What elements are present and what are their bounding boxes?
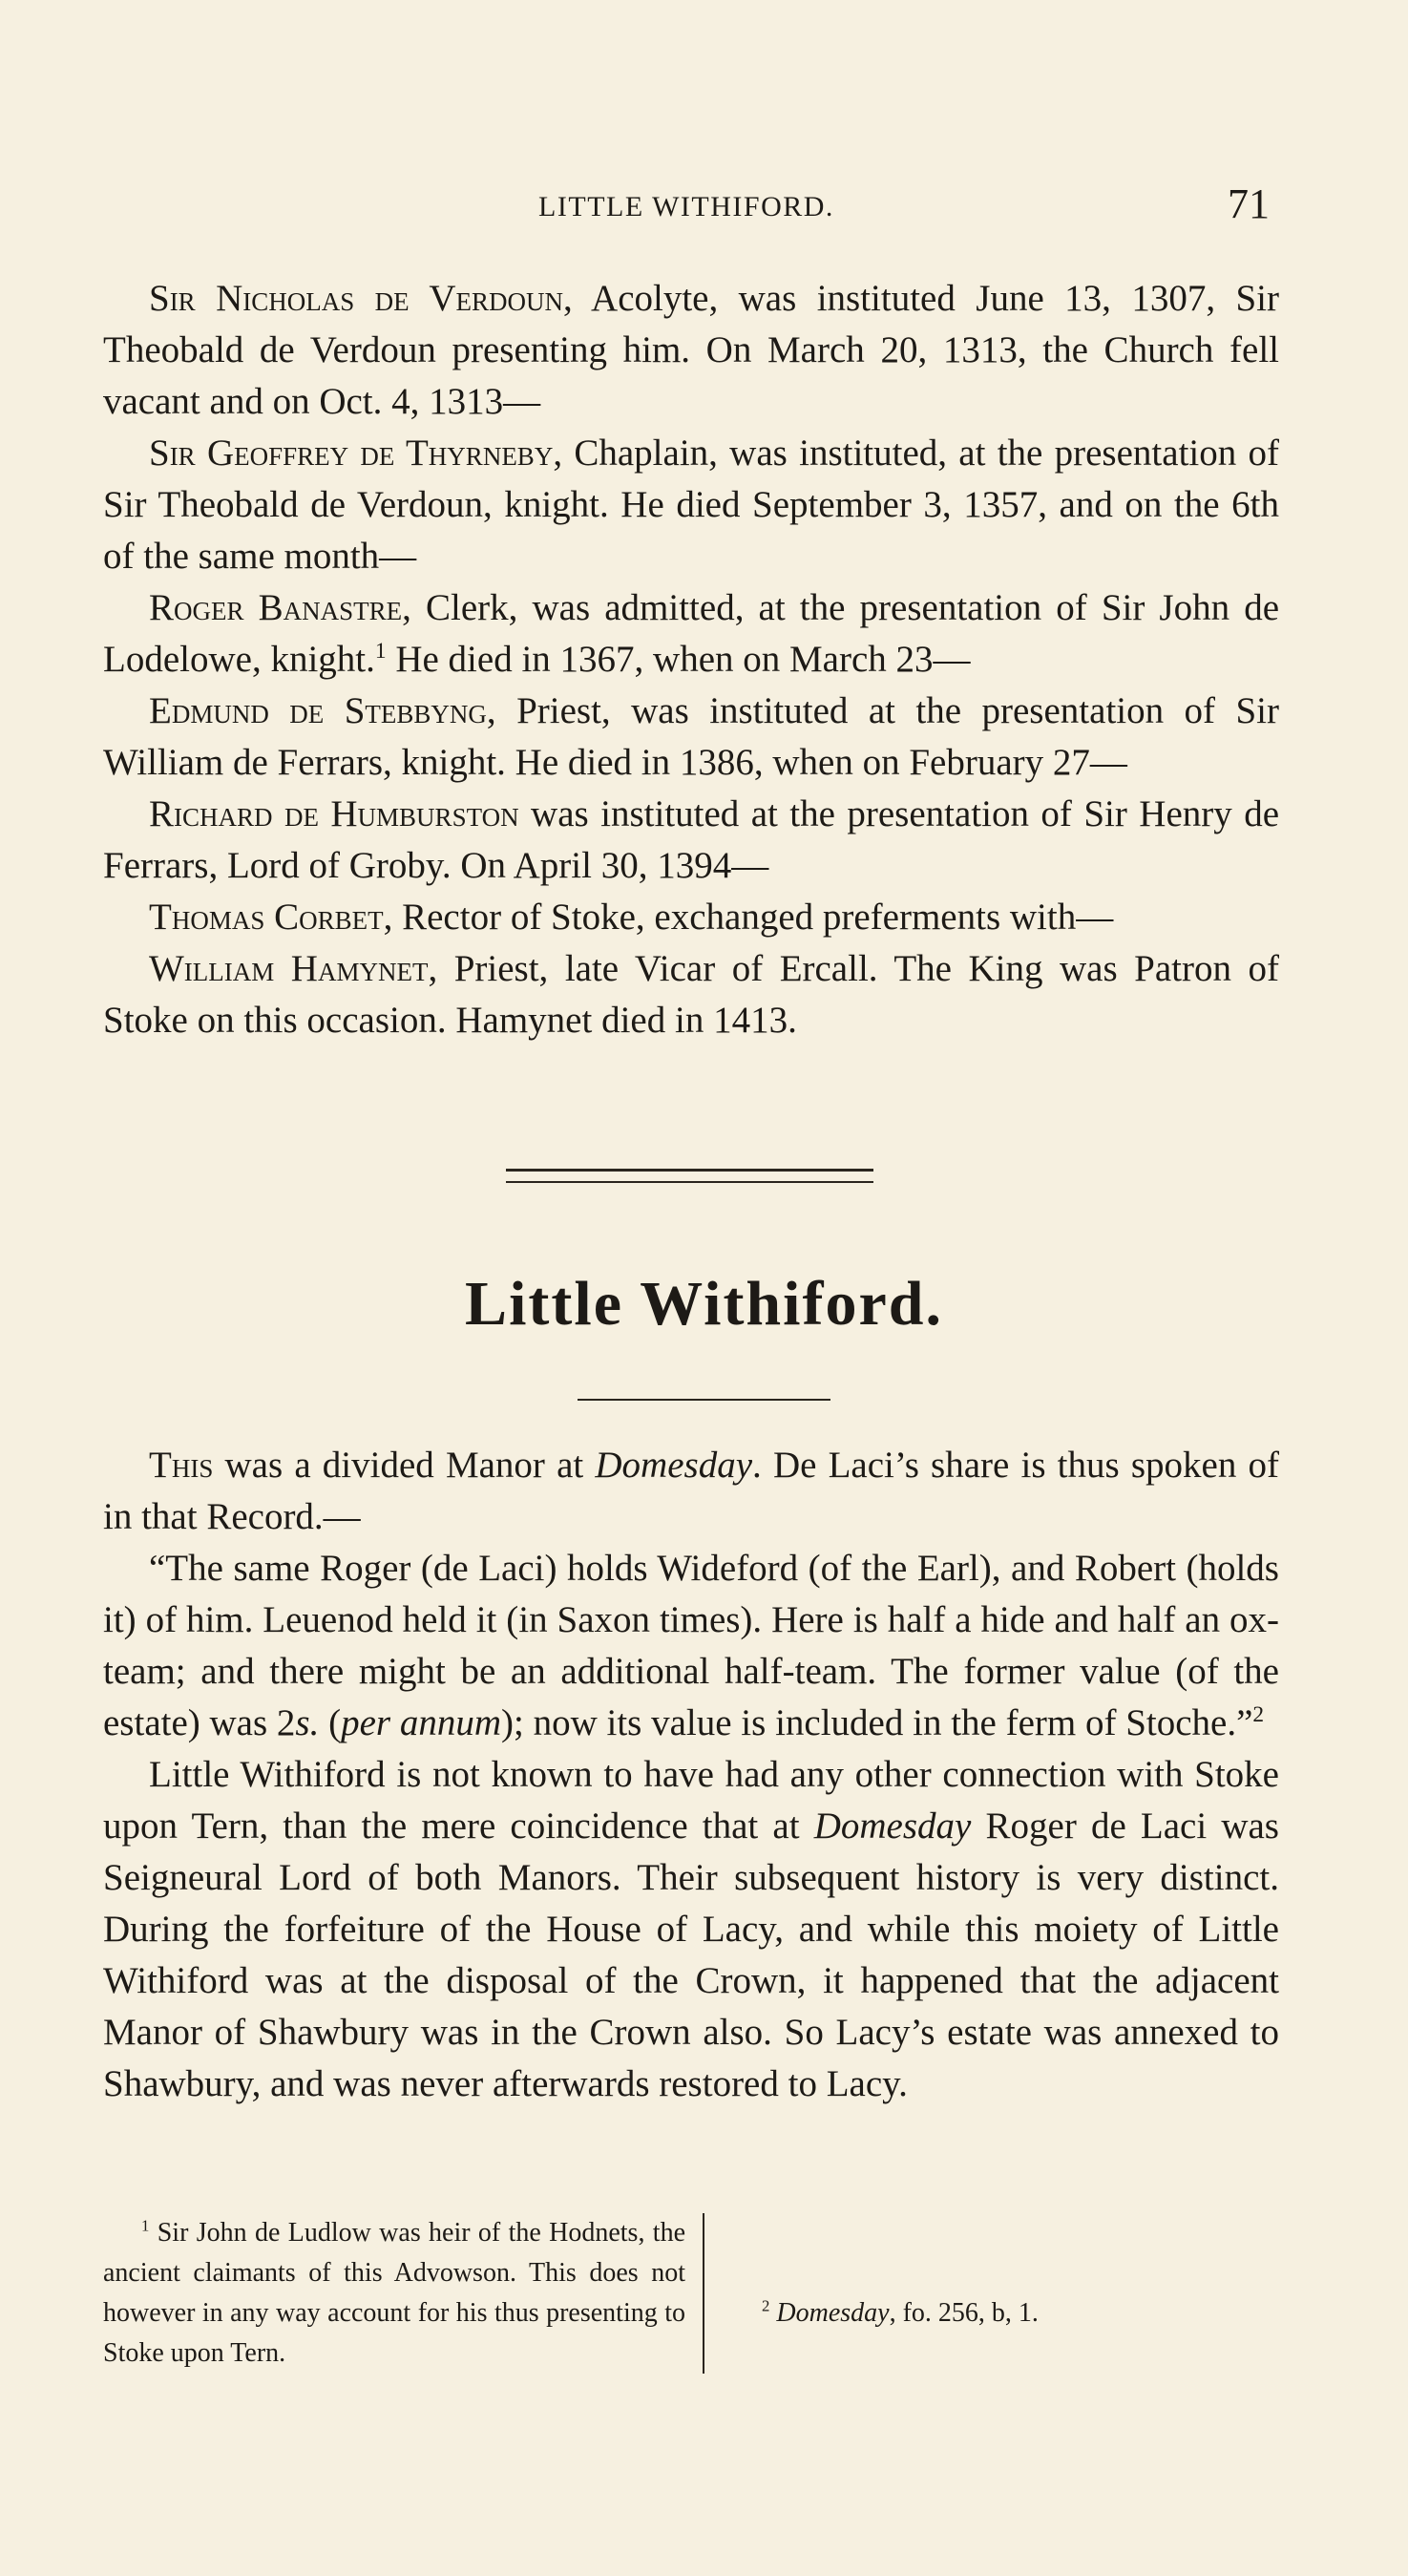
rector-text: was instituted at the presentation of Sir Henry de Ferrars, Lord of Groby. On April 30, 1394— [103,793,1279,886]
quotation [103,1543,1279,1749]
footnotes [103,2213,1279,2368]
footnote-2 [724,2213,1277,2333]
section-body [103,1440,1279,2110]
rector-name: Richard de Humburston [149,793,519,834]
rector-name: William Hamynet, [149,948,438,989]
footnote-text: , fo. 256, b, 1. [889,2298,1039,2328]
rector-list [103,273,1279,1046]
italic-text: Domesday [595,1445,753,1486]
italic-text: Domesday [813,1805,972,1847]
page-number: 71 [1228,180,1270,227]
paragraph-text: . De Laci’s share is thus spoken of in that Record.— [103,1445,1279,1537]
rector-name: Sir Nicholas de Verdoun, [149,278,573,319]
rector-name: Edmund de Stebbyng, [149,690,496,731]
footnote-mark: 1 [141,2216,150,2235]
rector-text: Acolyte, was instituted June 13, 1307, Sir Theobald de Verdoun presenting him. On March 20, 1313, the Church fell vacant and on Oct. 4, 1313— [103,278,1279,422]
paragraph-text: “The same Roger (de Laci) holds Wideford (of the Earl), and Robert (holds it) of him. Leuenod held it (in Saxon times). Here is half a hide and half an ox-team; and there might be an additional half-team. The former value (of the estate) was 2 [103,1548,1279,1743]
running-head [103,179,1270,231]
paragraph-text: Roger de Laci was Seigneural Lord of both Manors. Their subsequent history is very distinct. During the forfeiture of the House of Lacy, and while this moiety of Little Withiford was at the disposal of the Crown, it happened that the adjacent Manor of Shawbury was in the Crown also. So Lacy’s estate was annexed to Shawbury, and was never afterwards restored to Lacy. [103,1805,1279,2104]
footnote-mark: 2 [762,2296,770,2315]
rector-entry [103,943,1279,1046]
footnote-1 [103,2213,704,2374]
rector-text: Chaplain, was instituted, at the presentation of Sir Theobald de Verdoun, knight. He died September 3, 1357, and on the 6th of the same month— [103,433,1280,577]
paragraph-text: was a divided Manor at [213,1445,596,1486]
paragraph [103,1749,1279,2110]
paragraph-text: ); now its value is included in the ferm of Stoche.” [501,1702,1253,1743]
rector-text: Priest, was instituted at the presentation of Sir William de Ferrars, knight. He died in 1386, when on February 27— [103,690,1280,783]
footnote-ref: 1 [374,639,387,664]
rector-name: Sir Geoffrey de Thyrneby, [149,433,563,474]
rector-name: Thomas Corbet, [149,897,393,938]
rector-entry [103,686,1279,789]
rector-text: He died in 1367, when on March 23— [386,639,971,680]
section-divider [506,1169,873,1183]
rector-name: Roger Banastre, [149,587,411,628]
section-heading: Little Withiford. [465,1269,943,1339]
lead-word: This [149,1445,214,1486]
rector-entry [103,428,1279,582]
footnote-text: Sir John de Ludlow was heir of the Hodnets, the ancient claimants of this Advowson. This does not however in any way account for his thus presenting to Stoke upon Tern. [103,2218,685,2368]
italic-text: per annum [341,1702,502,1743]
italic-text: s. [295,1702,320,1743]
italic-text: Domesday [776,2298,890,2328]
rector-entry [103,273,1279,428]
paragraph-text: Little Withiford is not known to have had any other connection with Stoke upon Tern, than the mere coincidence that at [103,1754,1279,1847]
rector-text: Clerk, was admitted, at the presentation of Sir John de Lodelowe, knight. [103,587,1280,680]
rector-entry [103,582,1279,686]
rector-text: Priest, late Vicar of Ercall. The King was Patron of Stoke on this occasion. Hamynet died in 1413. [103,948,1279,1041]
running-title: LITTLE WITHIFORD. [538,191,834,222]
heading-rule [578,1399,830,1401]
paragraph-text: ( [319,1702,342,1743]
rector-entry [103,789,1279,892]
rector-text: Rector of Stoke, exchanged preferments with— [392,897,1114,938]
paragraph [103,1440,1279,1543]
footnote-ref: 2 [1252,1702,1265,1727]
rector-entry [103,892,1279,943]
